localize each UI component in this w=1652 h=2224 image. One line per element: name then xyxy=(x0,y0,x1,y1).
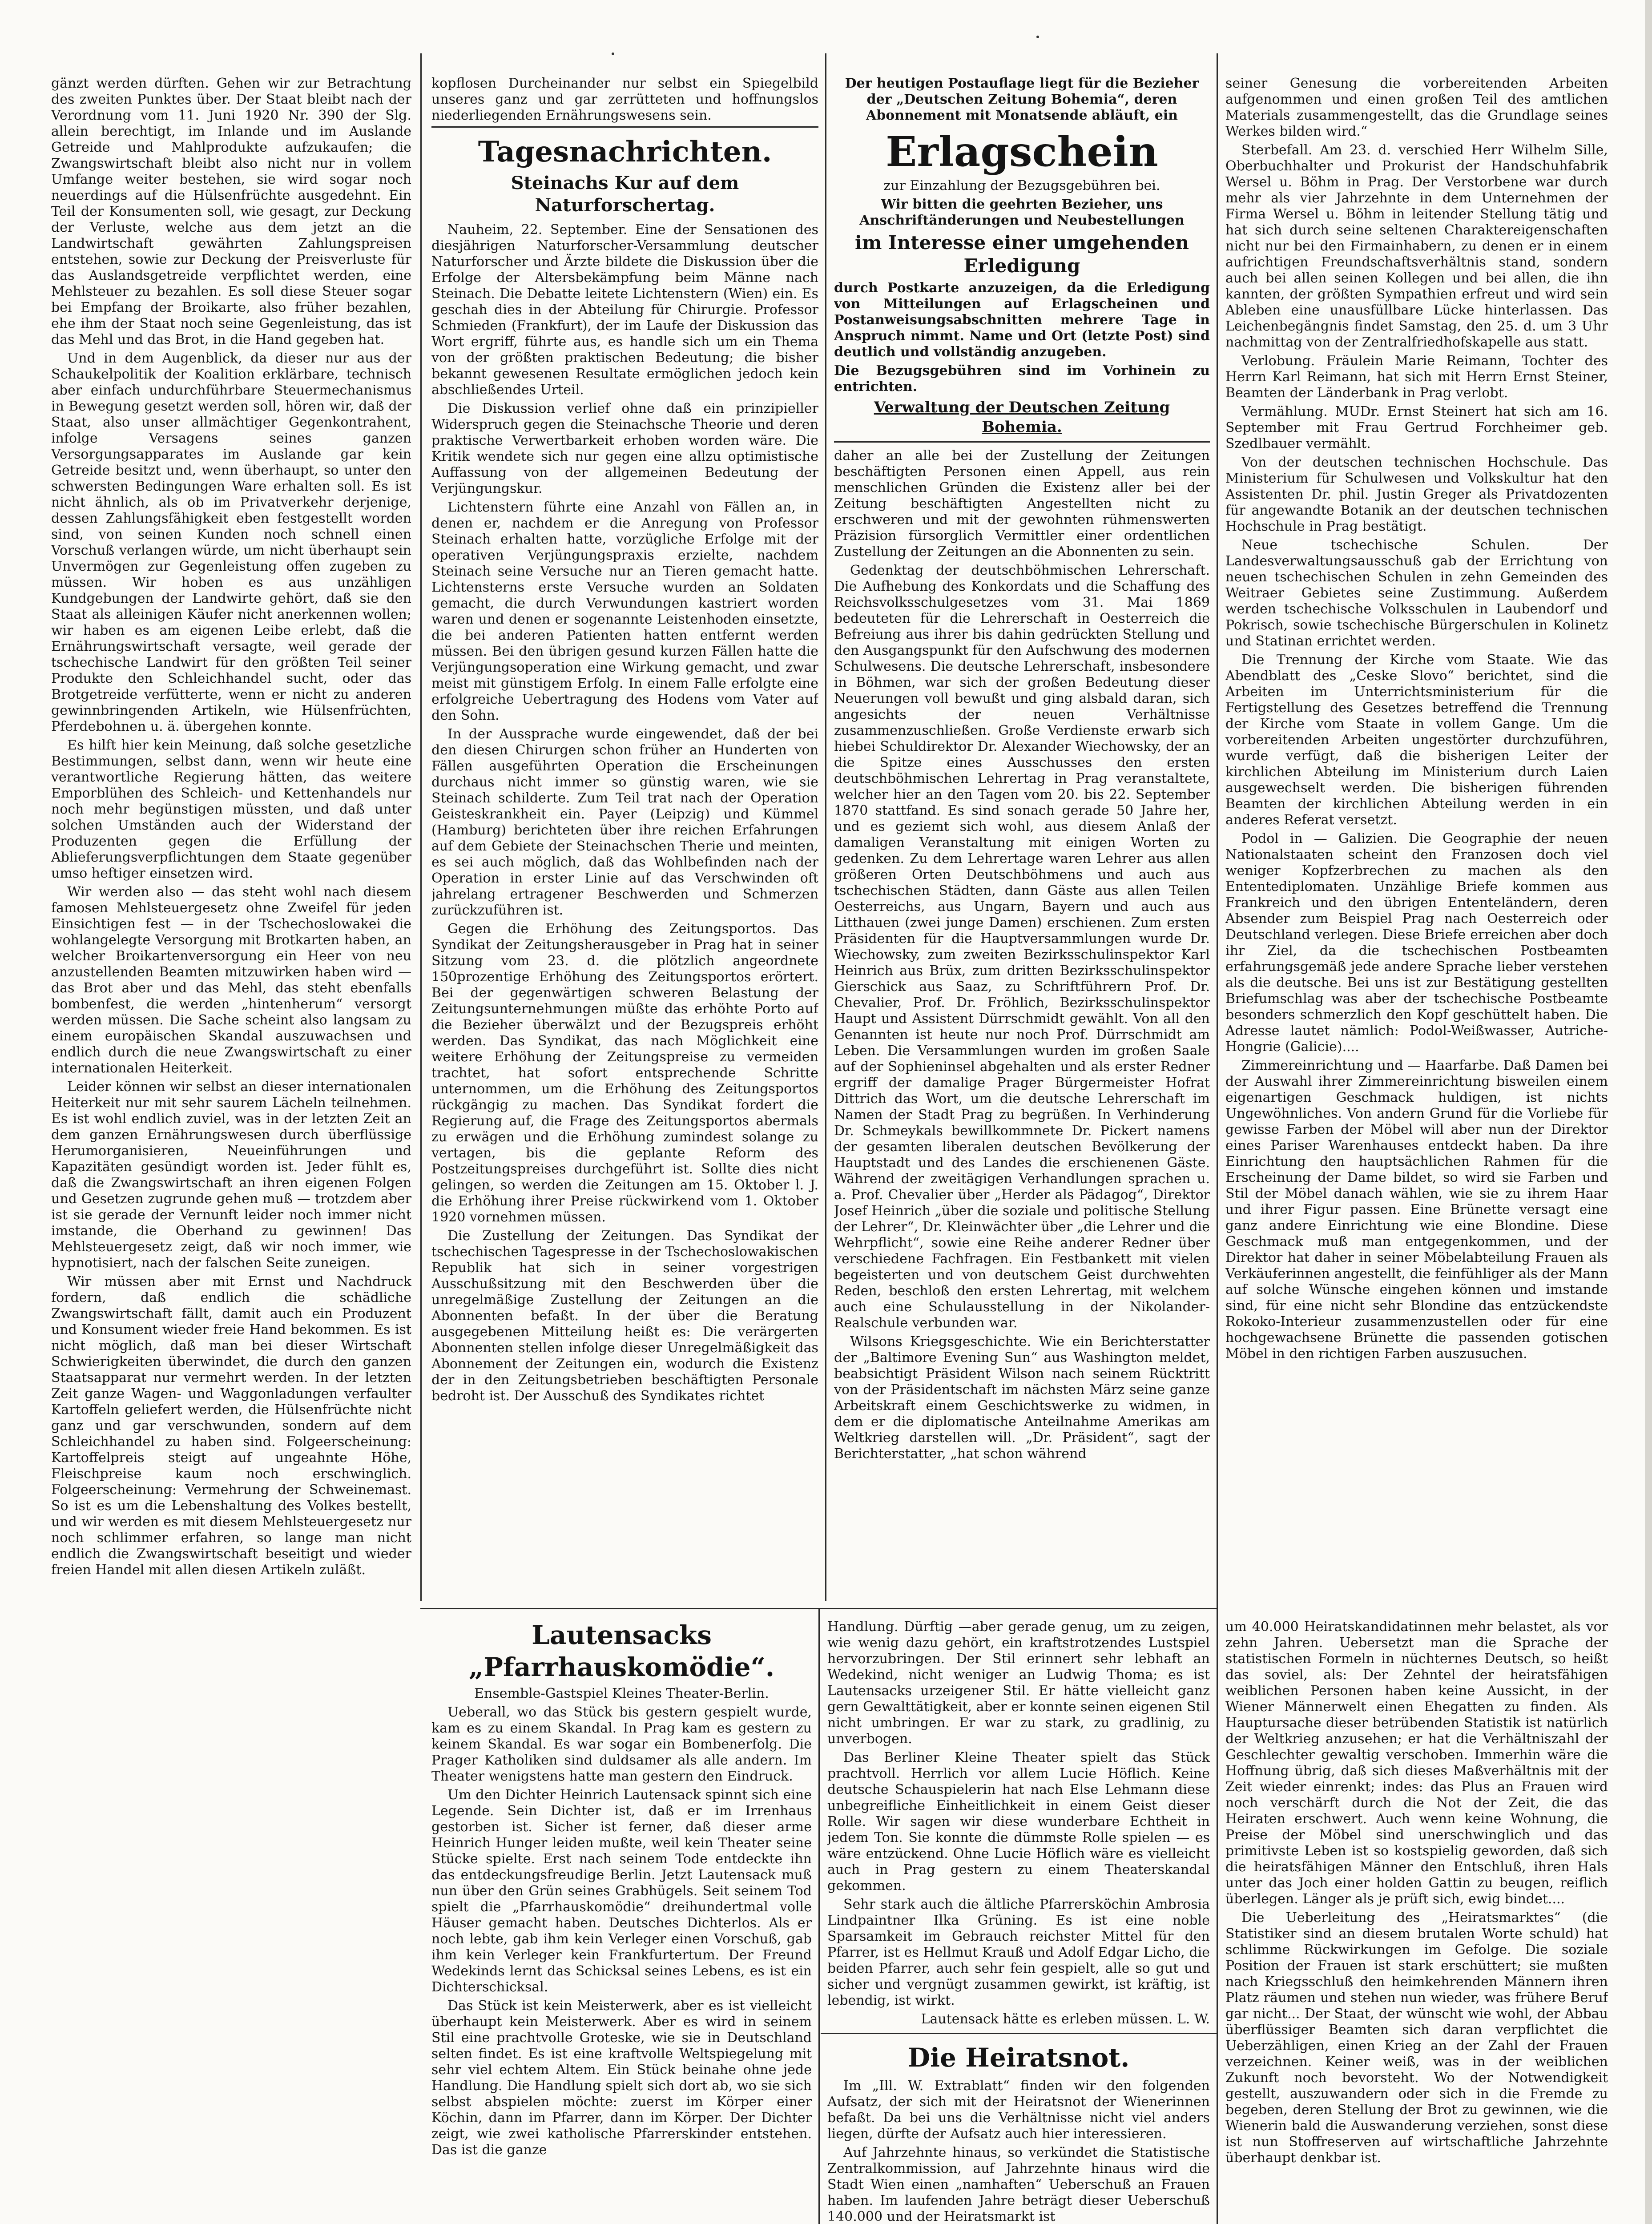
erlagschein-subtitle: zur Einzahlung der Bezugsgebühren bei. xyxy=(883,178,1160,193)
column-rule xyxy=(825,53,826,1601)
paragraph: Podol in — Galizien. Die Geographie der neuen Nationalstaaten scheint den Franzosen doch viel weniger Kopfzerbrechen zu machen als den Ententediplomaten. Unzählige Briefe kommen aus Frankreich und den übrigen Ententeländern, deren Absender zum Beispiel Prag nach Oesterreich oder Deutschland verlegen. Diese Briefe erreichen aber doch ihr Ziel, da die tschechischen Postbeamten erfahrungsgemäß jede andere Sprache lieber verstehen als die deutsche. Bei uns ist zur Bestätigung gestellten Briefumschlag was aber der tschechische Postbeamte besonders schmerzlich den Kopf geschüttelt haben. Die Adresse lautet nämlich: Podol-Weißwasser, Autriche-Hongrie (Galicie).... xyxy=(1225,831,1608,1055)
section-rule xyxy=(821,2033,1217,2034)
paragraph: Gedenktag der deutschböhmischen Lehrerschaft. Die Aufhebung des Konkordats und die Schaffung des Reichsvolksschulgesetzes vom 31. Mai 1869 bedeuteten für die Lehrerschaft in Oesterreich die Befreiung aus ihrer bis dahin gedrückten Stellung und den Ausgangspunkt für den Aufschwung des modernen Schulwesens. Die deutsche Lehrerschaft, insbesondere in Böhmen, war sich der großen Bedeutung dieser Neuerungen voll bewußt und ging alsbald daran, sich angesichts der neuen Verhältnisse zusammenzuschließen. Große Verdienste erwarb sich hiebei Schuldirektor Dr. Alexander Wiechowsky, der an die Spitze eines Ausschusses den ersten deutschböhmischen Lehrertag in Prag veranstaltete, welcher hier an den Tagen vom 20. bis 22. September 1870 stattfand. Es sind sonach gerade 50 Jahre her, und es geziemt sich wohl, aus diesem Anlaß der damaligen Veranstaltung mit einigen Worten zu gedenken. Zu dem Lehrertage waren Lehrer aus allen größeren Orten Deutschböhmens und auch aus tschechischen Städten, dann Gäste aus allen Teilen Oesterreichs, aus Ungarn, Bayern und auch aus Litthauen (zwei junge Damen) erschienen. Zum ersten Präsidenten für die Hauptversammlungen wurde Dr. Wiechowsky, zum zweiten Bezirksschulinspektor Karl Heinrich aus Brüx, zum dritten Bezirksschulinspektor Gierschick aus Saaz, zu Schriftführern Prof. Dr. Chevalier, Prof. Dr. Fröhlich, Bezirksschulinspektor Haupt und Assistent Dürrschmidt gewählt. Von all den Genannten ist heute nur noch Prof. Dürrschmidt am Leben. Die Versammlungen wurden im großen Saale auf der Sophieninsel abgehalten und als erster Redner ergriff der damalige Prager Bürgermeister Hofrat Dittrich das Wort, um die deutsche Lehrerschaft im Namen der Stadt Prag zu begrüßen. In Verhinderung Dr. Schmeykals bewillkommnete Dr. Pickert namens der gesamten liberalen deutschen Bevölkerung der Hauptstadt und des Landes die erschienenen Gäste. Während der zweitägigen Verhandlungen sprachen u. a. Prof. Chevalier über „Herder als Pädagog“, Direktor Josef Heinrich „über die soziale und politische Stellung der Lehrer“, Dr. Kleinwächter über „die Lehrer und die Wehrpflicht“, sowie eine Reihe anderer Redner über verschiedene Fachfragen. Ein Festbankett mit vielen begeisterten und von deutschem Geist durchwehten Reden, beschloß den ersten Lehrertag, mit welchem auch eine Schulausstellung in der Nikolander-Realschule verbunden war. xyxy=(834,563,1210,1331)
paragraph: Die Zustellung der Zeitungen. Das Syndikat der tschechischen Tagespresse in der Tschechoslowakischen Republik hat sich in seiner vorgestrigen Ausschußsitzung mit den Beschwerden über die unregelmäßige Zustellung der Zeitungen an die Abonnenten befaßt. In der über die Beratung ausgegebenen Mitteilung heißt es: Die verärgerten Abonnenten stellen infolge dieser Unregelmäßigkeit das Abonnement der Zeitungen ein, wodurch die Existenz der in den Zeitungsbetrieben beschäftigten Personale bedroht ist. Der Ausschuß des Syndikates richtet xyxy=(431,1228,818,1404)
paragraph: In der Aussprache wurde eingewendet, daß der bei den diesen Chirurgen schon früher an Hunderten von Fällen ausgeführten Operation die Erscheinungen durchaus nicht immer so günstig waren, wie sie Steinach schilderte. Zum Teil trat nach der Operation Geisteskrankheit ein. Payer (Leipzig) und Kümmel (Hamburg) berichteten über ihre reichen Erfahrungen auf dem Gebiete der Steinachschen Therie und meinten, es sei auch möglich, daß das Wohlbefinden nach der Operation in erster Linie auf das Verschwinden oft jahrelang ertragener Beschwerden und Schmerzen zurückzuführen ist. xyxy=(431,726,818,918)
column-1 xyxy=(51,76,411,2224)
paragraph: Von der deutschen technischen Hochschule. Das Ministerium für Schulwesen und Volkskultur hat den Assistenten Dr. phil. Justin Greger als Privatdozenten für angewandte Botanik an der deutschen technischen Hochschule in Prag bestätigt. xyxy=(1225,455,1608,534)
paragraph: Leider können wir selbst an dieser internationalen Heiterkeit nur mit sehr saurem Lächeln teilnehmen. Es ist wohl endlich zuviel, was in der letzten Zeit an dem ganzen Ernährungswesen durch überflüssige Herumorganisieren, Neueinführungen und Kapazitäten gesündigt worden ist. Jeder fühlt es, daß die Zwangswirtschaft an ihren eigenen Folgen und Gesetzen zugrunde gehen muß — trotzdem aber ist sie gerade der Vernunft leider noch immer nicht imstande, die Oberhand zu gewinnen! Das Mehlsteuergesetz zeigt, daß wir noch immer, wie hypnotisiert, nach der falschen Seite zuneigen. xyxy=(51,1079,411,1271)
column-2 xyxy=(431,76,818,1601)
erlagschein-signature: Verwaltung der Deutschen Zeitung Bohemia. xyxy=(874,399,1170,436)
paragraph: Und in dem Augenblick, da dieser nur aus der Schaukelpolitik der Koalition erklärbare, technisch aber einfach undurchführbare Steuermechanismus in Bewegung gesetzt werden soll, hören wir, daß der Staat, also unser allmächtiger Gegenkontrahent, infolge Versagens seines ganzen Versorgungsapparates im Auslande gar kein Getreide besitzt und, wenn überhaupt, so unter den schwersten Bedingungen Ware erhalten soll. Es ist nicht ähnlich, als ob im Privatverkehr derjenige, dessen Zahlungsfähigkeit eben festgestellt worden sind, von seinen Kunden noch schnell einen Vorschuß verlangen würde, um nicht überhaupt sein Unvermögen zur Gegenleistung offen zugeben zu müssen. Wir hoben es aus unzähligen Kundgebungen der Landwirte gehört, daß sie den Staat als alleinigen Käufer nicht anerkennen wollen; wir haben es am eigenen Leibe erlebt, daß die Ernährungswirtschaft versagte, weil gerade der tschechische Landwirt für den größten Teil seiner Produkte den Schleichhandel sucht, oder das Brotgetreide verfütterte, wenn er nicht zu anderen gewinnbringenden Artikeln, wie Hülsenfrüchten, Pferdebohnen u. ä. übergehen konnte. xyxy=(51,351,411,734)
paragraph: Das Stück ist kein Meisterwerk, aber es ist vielleicht überhaupt kein Meisterwerk. Aber es wird in seinem Stil eine prachtvolle Groteske, wie sie in Deutschland selten findet. Es ist eine kraftvolle Weltspiegelung mit sehr viel echtem Altem. Ein Stück beinahe ohne jede Handlung. Die Handlung spielt sich dort ab, wo sie sich selbst abspielen möchte: zuerst im Körper einer Köchin, dann im Pfarrer, dann im Körper. Der Dichter zeigt, wie zwei katholische Pfarrerskinder entstehen. Das ist die ganze xyxy=(431,1998,812,2158)
paragraph: Handlung. Dürftig —aber gerade genug, um zu zeigen, wie wenig dazu gehört, ein kraftstrotzendes Lustspiel hervorzubringen. Der Stil erinnert sehr lebhaft an Wedekind, nicht weniger an Ludwig Thoma; es ist Lautensacks urzeigener Stil. Er hätte vielleicht ganz gern Gewalttätigkeit, aber er konnte seinen eigenen Stil nicht umbringen. Er war zu stark, zu gradlinig, zu unverbogen. xyxy=(827,1619,1210,1747)
erlagschein-text: Wir bitten die geehrten Bezieher, uns Anschriftänderungen und Neubestellungen xyxy=(859,197,1185,228)
erlagschein-text: durch Postkarte anzuzeigen, da die Erledigung von Mitteilungen auf Erlagscheinen und Postanweisungsabschnitten mehrere Tage in Anspruch nimmt. Name und Ort (letzte Post) sind deutlich und vollständig anzugeben. xyxy=(834,280,1210,360)
paragraph: Die Diskussion verlief ohne daß ein prinzipieller Widerspruch gegen die Steinachsche Theorie und deren praktische Verwertbarkeit erhoben worden wäre. Die Kritik wendete sich nur gegen eine allzu optimistische Auffassung von der allgemeinen Bedeutung der Verjüngungskur. xyxy=(431,401,818,496)
paragraph: Lichtenstern führte eine Anzahl von Fällen an, in denen er, nachdem er die Anregung von Professor Steinach erhalten hatte, vorzügliche Erfolge mit der operativen Verjüngungspraxis erzielte, nachdem Steinach seine Versuche nur an Tieren gemacht hatte. Lichtensterns erste Versuche wurden an Soldaten gemacht, die durch Verwundungen kastriert worden waren und denen er sogenannte Leistenhoden einsetzte, die bei anderen Patienten hatten entfernt werden müssen. Bei den übrigen gesund kurzen Fällen hatte die Verjüngungsoperation eine Wirkung gemacht, und zwar meist mit günstigem Erfolg. In einem Falle erfolgte eine erfolgreiche Uebertragung des Hodens vom Vater auf den Sohn. xyxy=(431,500,818,723)
print-speck xyxy=(1036,36,1039,38)
paragraph: Ueberall, wo das Stück bis gestern gespielt wurde, kam es zu einem Skandal. In Prag kam es gestern zu keinem Skandal. Es war sogar ein Bombenerfolg. Die Prager Katholiken sind duldsamer als alle andern. Im Theater wenigstens hatte man gestern den Eindruck. xyxy=(431,1704,812,1784)
theater-review-right xyxy=(827,1619,1210,2028)
article-title: Steinachs Kur auf dem Naturforschertag. xyxy=(511,173,739,216)
paragraph: Neue tschechische Schulen. Der Landesverwaltungsausschuß gab der Errichtung von neuen tschechischen Schulen in zehn Gemeinden des Weitraer Gebietes seine Zustimmung. Außerdem werden tschechische Volksschulen in Laubendorf und Pokrisch, sowie tschechische Bürgerschulen in Kolinetz und Statinan errichtet werden. xyxy=(1225,537,1608,649)
paragraph: Auf Jahrzehnte hinaus, so verkündet die Statistische Zentralkommission, auf Jahrzehnte hinaus wird die Stadt Wien einen „namhaften“ Ueberschuß an Frauen haben. Im laufenden Jahre beträgt dieser Ueberschuß 140.000 und der Heiratsmarkt ist xyxy=(827,2145,1210,2224)
review-signature: Lautensack hätte es erleben müssen. L. W. xyxy=(921,2011,1210,2027)
paragraph: Wir werden also — das steht wohl nach diesem famosen Mehlsteuergesetz ohne Zweifel für jeden Einsichtigen fest — in der Tschechoslowakei die wohlangelegte Versorgung mit Brotkarten haben, an welcher Broikartenversorgung ein Heer von neu anzustellenden Beamten mitzuwirken haben wird — das Brot aber und das Mehl, das steht ebenfalls bombenfest, die werden „hintenherum“ versorgt werden müssen. Die Sache scheint also langsam zu einem europäischen Skandal auszuwachsen und endlich durch die neue Zwangswirtschaft zu einer internationalen Heiterkeit. xyxy=(51,884,411,1076)
erlagschein-text: Die Bezugsgebühren sind im Vorhinein zu entrichten. xyxy=(834,363,1210,395)
paragraph: Es hilft hier kein Meinung, daß solche gesetzliche Bestimmungen, selbst dann, wenn wir heute eine verantwortliche Regierung hätten, das weitere Emporblühen des Schleich- und Kettenhandels nur noch mehr begünstigen müssten, und daß unter solchen Umständen auch der Widerstand der Produzenten gegen die Erfüllung der Ablieferungsverpflichtungen dem Staate gegenüber umso heftiger einsetzen wird. xyxy=(51,737,411,881)
heiratsnot-continued xyxy=(1225,1619,1608,2224)
paragraph: seiner Genesung die vorbereitenden Arbeiten aufgenommen und einen großen Teil des amtlichen Materials zusammengestellt, das die Grundlage seines Werkes bilden wird.“ xyxy=(1225,76,1608,139)
section-title: Tagesnachrichten. xyxy=(478,135,772,169)
column-rule xyxy=(818,1608,820,2224)
divider xyxy=(431,126,818,128)
paragraph: Vermählung. MUDr. Ernst Steinert hat sich am 16. September mit Frau Gertrud Forchheimer geb. Szedlbauer vermählt. xyxy=(1225,404,1608,451)
paragraph: Die Trennung der Kirche vom Staate. Wie das Abendblatt des „Ceske Slovo“ berichtet, sind die Arbeiten im Unterrichtsministerium für die Fertigstellung des Gesetzes betreffend die Trennung der Kirche vom Staate in vollem Gange. Um die vorbereitenden Arbeiten ungestörter durchzuführen, wurde verfügt, daß die bisherigen Leiter der kirchlichen Abteilung im Ministerium durch Laien ausgewechselt werden. Die bisherigen führenden Beamten der kirchlichen Abteilung werden in ein anderes Referat versetzt. xyxy=(1225,652,1608,828)
paragraph: Im „Ill. W. Extrablatt“ finden wir den folgenden Aufsatz, der sich mit der Heiratsnot der Wienerinnen befaßt. Da bei uns die Verhältnisse nicht viel anders liegen, dürfte der Aufsatz auch hier interessieren. xyxy=(827,2078,1210,2142)
paragraph: Um den Dichter Heinrich Lautensack spinnt sich eine Legende. Sein Dichter ist, daß er im Irrenhaus gestorben ist. Sicher ist ferner, daß dieser arme Heinrich Hunger leiden mußte, weil kein Theater seine Stücke spielte. Erst nach seinem Tode entdeckte ihn das entdeckungsfreudige Berlin. Jetzt Lautensack muß nun über den Grün seines Grabhügels. Seit seinem Tod spielt die „Pfarrhauskomödie“ dreihundertmal volle Häuser gemacht haben. Deutsches Dichterlos. Als er noch lebte, gab ihm kein Verleger einen Vorschuß, gab ihm kein Verleger kein Frankfurtertum. Der Freund Wedekinds lernt das Schicksal seines Lebens, es ist ein Dichterschicksal. xyxy=(431,1787,812,1995)
theater-review-left xyxy=(431,1619,812,2224)
paragraph: daher an alle bei der Zustellung der Zeitungen beschäftigten Personen einen Appell, aus rein menschlichen Gründen die Existenz aller bei der Zeitung beschäftigten Angestellten nicht zu erschweren und mit der gewohnten rühmenswerten Präzision fürsorglich Vermittler einer ordentlichen Zustellung der Zeitungen an die Abonnenten zu sein. xyxy=(834,448,1210,560)
paragraph: kopflosen Durcheinander nur selbst ein Spiegelbild unseres ganz und gar zerrütteten und hoffnungslos niederliegenden Ernährungswesens sein. xyxy=(431,76,818,123)
paragraph: Zimmereinrichtung und — Haarfarbe. Daß Damen bei der Auswahl ihrer Zimmereinrichtung bisweilen einem eigenartigen Geschmack huldigen, ist nichts Ungewöhnliches. Von andern Grund für die Vorliebe für gewisse Farben der Möbel will aber nun der Direktor eines Pariser Warenhauses entdeckt haben. Da ihre Einrichtung den hauptsächlichen Rahmen für die Erscheinung der Dame bildet, so wird sie Farben und Stil der Möbel danach wählen, wie sie zu ihrem Haar und ihrer Figur passen. Eine Brünette versagt eine ganz andere Einrichtung wie eine Blondine. Diese Geschmack muß man entgegenkommen, und der Direktor hat daher in seiner Möbelabteilung Frauen als Verkäuferinnen angestellt, die feinfühliger als der Mann auf solche Wünsche eingehen können und imstande sind, für eine nicht sehr Blondine das entzückendste Rokoko-Interieur zusammenzustellen oder für eine hochgewachsene Brünette die passenden gotischen Möbel in den richtigen Farben auszusuchen. xyxy=(1225,1058,1608,1362)
print-speck xyxy=(612,52,614,55)
paragraph: gänzt werden dürften. Gehen wir zur Betrachtung des zweiten Punktes über. Der Staat bleibt nach der Verordnung vom 11. Juni 1920 Nr. 390 der Slg. allein berechtigt, im Inlande und im Auslande Getreide und Mahlprodukte aufzukaufen; die Zwangswirtschaft bleibt also nicht nur in vollem Umfange weiter bestehen, sie wird sogar noch neuerdings auf die Hülsenfrüchte ausgedehnt. Ein Teil der Konsumenten soll, wie gesagt, zur Deckung der Verluste, welche aus dem jetzt an die Landwirtschaft gewährten Zahlungspreisen entstehen, sowie zur Deckung der Preisverluste für das Auslandsgetreide verpflichtet werden, eine Mehlsteuer zu bezahlen. Es soll diese Steuer sogar bei Empfang der Broikarte, also früher bezahlen, ehe ihm der Staat noch seine Gegenleistung, das ist das Mehl und das Brot, in die Hand gegeben hat. xyxy=(51,76,411,347)
paragraph: Sehr stark auch die ältliche Pfarrersköchin Ambrosia Lindpaintner Ilka Grüning. Es ist eine noble Sparsamkeit im Gebrauch reichster Mittel für den Pfarrer, ist es Hellmut Krauß und Adolf Edgar Licho, die beiden Pfarrer, auch sehr fein gespielt, alle so gut und sicher und vergnügt zusammen gewirkt, ist kräftig, ist lebendig, ist wirkt. xyxy=(827,1897,1210,2008)
divider xyxy=(834,441,1210,443)
erlagschein-emphasis: im Interesse einer umgehenden Erledigung xyxy=(855,232,1189,277)
erlagschein-title: Erlagschein xyxy=(886,128,1158,176)
column-3 xyxy=(834,76,1210,1601)
paragraph: Gegen die Erhöhung des Zeitungsportos. Das Syndikat der Zeitungsherausgeber in Prag hat in seiner Sitzung vom 23. d. die plötzlich angeordnete 150prozentige Erhöhung des Zeitungsportos erörtert. Bei der gegenwärtigen schweren Belastung der Zeitungsunternehmungen müßte das erhöhte Porto auf die Bezieher überwälzt und der Bezugspreis erhöht werden. Das Syndikat, das nach Möglichkeit eine weitere Erhöhung der Zeitungspreise zu vermeiden trachtet, hat sofort entsprechende Schritte unternommen, um die Erhöhung des Zeitungsportos rückgängig zu machen. Das Syndikat fordert die Regierung auf, die Frage des Zeitungsportos abermals zu erwägen und die Erhöhung zumindest solange zu vertagen, bis die geplante Reform des Postzeitungspreises durchgeführt ist. Sollte dies nicht gelingen, so werden die Zeitungen am 15. Oktober l. J. die Erhöhung ihrer Preise rückwirkend vom 1. Oktober 1920 vornehmen müssen. xyxy=(431,921,818,1225)
paragraph: um 40.000 Heiratskandidatinnen mehr belastet, als vor zehn Jahren. Uebersetzt man die Sprache der statistischen Formeln in nüchternes Deutsch, so heißt das soviel, als: Der Zehntel der heiratsfähigen weiblichen Personen haben keine Aussicht, in der Wiener Männerwelt einen Ehegatten zu finden. Als Hauptursache dieser betrübenden Statistik ist natürlich der Weltkrieg anzusehen; er hat die Verhältniszahl der Geschlechter gewaltig verschoben. Immerhin wäre die Hoffnung übrig, daß sich dieses Maßverhältnis mit der Zeit wieder einrenkt; indes: das Plus an Frauen wird noch verschärft durch die Not der Zeit, die das Heiraten erschwert. Auch wenn keine Wohnung, die Preise der Möbel sind unerschwinglich und das primitivste Leben ist so kostspielig geworden, daß sich die heiratsfähigen Männer den Entschluß, ihren Hals unter das Joch einer holden Gattin zu beugen, reiflich überlegen. Länger als je prüft sich, ewig bindet.... xyxy=(1225,1619,1608,1907)
paragraph: Die Ueberleitung des „Heiratsmarktes“ (die Statistiker sind an diesem brutalen Worte schuld) hat schlimme Rückwirkungen im Gefolge. Die soziale Position der Frauen ist stark erschüttert; sie mußten nach Kriegsschluß den heimkehrenden Männern ihren Platz räumen und stehen nun wieder, was frühere Beruf gar nicht... Der Staat, der wünscht wie wohl, der Abbau überflüssiger Beamten sich daran verpflichtet die Ueberzähligen, einen Krieg an der Zahl der Frauen verzeichnen. Keiner weiß, was in der weiblichen Zukunft noch bevorsteht. Wo der Notwendigkeit gestellt, auszuwandern oder sich in die Fremde zu begeben, deren Stellung der Brot zu gewinnen, wie die Wienerin bald die Auswanderung verziehen, sonst diese ist nun Stoffreserven auf wirtschaftliche Jahrzehnte überhaupt denkbar ist. xyxy=(1225,1910,1608,2166)
paragraph: Wir müssen aber mit Ernst und Nachdruck fordern, daß endlich die schädliche Zwangswirtschaft fällt, damit auch ein Produzent und Konsument wieder freie Hand bekommen. Es ist nicht möglich, daß man bei dieser Wirtschaft Schwierigkeiten überwindet, die durch den ganzen Staatsapparat nur vermehrt werden. In der letzten Zeit ganze Wagen- und Waggonladungen verfaulter Kartoffeln geliefert werden, die Hülsenfrüchte nicht ganz und gar verschwunden, sondern auf dem Schleichhandel zu haben sind. Folgeerscheinung: Kartoffelpreis steigt auf ungeahnte Höhe, Fleischpreise kaum noch erschwinglich. Folgeerscheinung: Vermehrung der Schweinemast. So ist es um die Lebenshaltung des Volkes bestellt, und wir werden es mit diesem Mehlsteuergesetz nur noch schlimmer erfahren, so lange man nicht endlich die Zwangswirtschaft beseitigt und wieder freien Handel mit allen diesen Artikeln zuläßt. xyxy=(51,1274,411,1578)
paragraph: Wilsons Kriegsgeschichte. Wie ein Berichterstatter der „Baltimore Evening Sun“ aus Washington meldet, beabsichtigt Präsident Wilson nach seinem Rücktritt von der Präsidentschaft im nächsten März seine ganze Arbeitskraft einem Geschichtswerke zu widmen, in dem er die diplomatische Anteilnahme Amerikas am Weltkrieg darstellen will. „Dr. Präsident“, sagt der Berichterstatter, „hat schon während xyxy=(834,1334,1210,1462)
review-title: Lautensacks „Pfarrhauskomödie“. xyxy=(468,1620,775,1682)
column-rule xyxy=(420,53,422,1601)
paragraph: Sterbefall. Am 23. d. verschied Herr Wilhelm Sille, Oberbuchhalter und Prokurist der Handschuhfabrik Wersel u. Böhm in Prag. Der Verstorbene war durch mehr als vier Jahrzehnte in dem Unternehmen der Firma Wersel u. Böhm in leitender Stellung tätig und hat sich durch seine seltenen Charaktereigenschaften nicht nur bei den Firmainhabern, zu denen er in einem aufrichtigen Freundschaftsverhältnis stand, sondern auch bei allen seinen Kollegen und bei allen, die ihn kannten, der größten Sympathien erfreut und wird sein Ableben eine unausfüllbare Lücke hinterlassen. Das Leichenbegängnis findet Samstag, den 25. d. um 3 Uhr nachmittag von der Zentralfriedhofskapelle aus statt. xyxy=(1225,142,1608,350)
column-rule xyxy=(1217,53,1218,2224)
heiratsnot-article xyxy=(827,2042,1210,2224)
paragraph: Nauheim, 22. September. Eine der Sensationen des diesjährigen Naturforscher-Versammlung deutscher Naturforscher und Ärzte bildete die Diskussion über die Erfolge der Altersbekämpfung beim Männe nach Steinach. Die Debatte leitete Lichtenstern (Wien) ein. Es geschah dies in der Abteilung für Chirurgie. Professor Schmieden (Frankfurt), der im Laufe der Diskussion das Wort ergriff, führte aus, es handle sich um ein Thema von der größten praktischen Bedeutung; die bisher bekannt gewesenen Resultate ermöglichen jedoch kein abschließendes Urteil. xyxy=(431,222,818,398)
article-title: Die Heiratsnot. xyxy=(907,2043,1130,2073)
paragraph: Verlobung. Fräulein Marie Reimann, Tochter des Herrn Karl Reimann, hat sich mit Herrn Ernst Steiner, Beamten der Länderbank in Prag verlobt. xyxy=(1225,353,1608,401)
column-4 xyxy=(1225,76,1608,1606)
postal-notice: Der heutigen Postauflage liegt für die Bezieher der „Deutschen Zeitung Bohemia“, deren Abonnement mit Monatsende abläuft, ein xyxy=(845,76,1199,123)
review-subtitle: Ensemble-Gastspiel Kleines Theater-Berlin. xyxy=(474,1686,769,1701)
page-edge xyxy=(1645,0,1652,2224)
paragraph: Das Berliner Kleine Theater spielt das Stück prachtvoll. Herrlich vor allem Lucie Höflich. Keine deutsche Schauspielerin hat nach Else Lehmann diese unbegreifliche Einheitlichkeit in einem Geist dieser Rolle. Wir sagen wir diese wunderbare Echtheit in jedem Ton. Sie konnte die dümmste Rolle spielen — es wäre entzückend. Ohne Lucie Höflich wäre es vielleicht auch in Prag gestern zu einem Theaterskandal gekommen. xyxy=(827,1750,1210,1894)
